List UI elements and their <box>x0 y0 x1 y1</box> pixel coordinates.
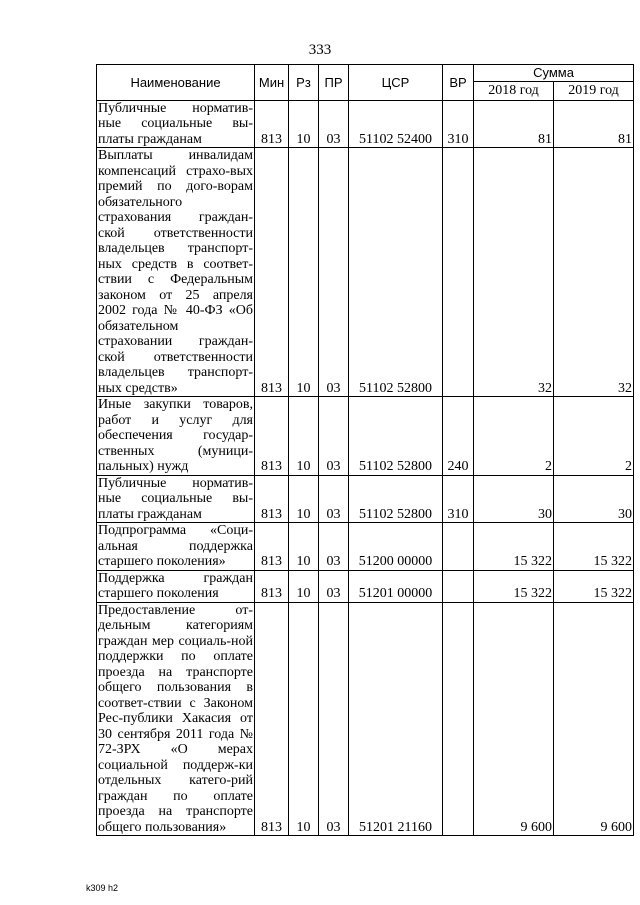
row-pr: 03 <box>319 100 349 148</box>
table-row <box>97 475 634 523</box>
row-min: 813 <box>255 100 289 148</box>
row-vr: 310 <box>443 475 474 523</box>
row-rz: 10 <box>289 397 319 476</box>
header-csr: ЦСР <box>349 65 443 101</box>
row-csr: 51102 52800 <box>349 148 443 397</box>
header-min: Мин <box>255 65 289 101</box>
row-csr: 51102 52800 <box>349 475 443 523</box>
row-rz: 10 <box>289 148 319 397</box>
row-vr <box>443 148 474 397</box>
row-csr: 51102 52400 <box>349 100 443 148</box>
table-row <box>97 570 634 602</box>
row-rz: 10 <box>289 100 319 148</box>
table-row <box>97 523 634 571</box>
row-sum-2019: 15 322 <box>554 570 634 602</box>
row-sum-2018: 81 <box>474 100 554 148</box>
row-min: 813 <box>255 602 289 836</box>
row-sum-2019: 9 600 <box>554 602 634 836</box>
row-min: 813 <box>255 148 289 397</box>
row-name: Публичные норматив-ные социальные вы-платы гражданам <box>98 475 253 522</box>
page-number: 333 <box>308 42 332 58</box>
row-sum-2018: 2 <box>474 397 554 476</box>
row-sum-2018: 9 600 <box>474 602 554 836</box>
row-csr: 51201 21160 <box>349 602 443 836</box>
row-csr: 51201 00000 <box>349 570 443 602</box>
row-name: Выплаты инвалидам компенсаций страхо-вых премий по дого-ворам обязательного страхования граждан-ской ответственности владельцев транспорт-ных средств в соответ-ствии с Федеральным законом от 25 апреля 2002 года № 40-ФЗ «Об обязательном страховании граждан-ской ответственности владельцев транспорт-ных средств» <box>98 148 253 396</box>
row-sum-2019: 15 322 <box>554 523 634 571</box>
row-vr <box>443 602 474 836</box>
row-sum-2018: 32 <box>474 148 554 397</box>
row-pr: 03 <box>319 523 349 571</box>
row-csr: 51102 52800 <box>349 397 443 476</box>
table-row <box>97 397 634 476</box>
row-pr: 03 <box>319 397 349 476</box>
table-row <box>97 148 634 397</box>
header-name: Наименование <box>97 65 255 101</box>
row-min: 813 <box>255 475 289 523</box>
row-pr: 03 <box>319 602 349 836</box>
row-pr: 03 <box>319 475 349 523</box>
header-year-2018: 2018 год <box>474 81 554 100</box>
row-name: Иные закупки товаров, работ и услуг для обеспечения государ-ственных (муници-пальных) нужд <box>98 397 253 474</box>
header-rz: Рз <box>289 65 319 101</box>
row-name: Подпрограмма «Соци-альная поддержка старшего поколения» <box>98 523 253 569</box>
table-row <box>97 100 634 148</box>
row-vr <box>443 570 474 602</box>
row-rz: 10 <box>289 475 319 523</box>
row-name: Публичные норматив-ные социальные вы-платы гражданам <box>98 100 253 147</box>
footer-code: k309 h2 <box>86 883 119 893</box>
row-min: 813 <box>255 397 289 476</box>
header-vr: ВР <box>443 65 474 101</box>
row-pr: 03 <box>319 570 349 602</box>
row-sum-2019: 2 <box>554 397 634 476</box>
row-rz: 10 <box>289 523 319 571</box>
row-sum-2019: 81 <box>554 100 634 148</box>
budget-table <box>96 64 634 836</box>
row-vr: 240 <box>443 397 474 476</box>
row-rz: 10 <box>289 602 319 836</box>
row-csr: 51200 00000 <box>349 523 443 571</box>
row-rz: 10 <box>289 570 319 602</box>
row-pr: 03 <box>319 148 349 397</box>
header-pr: ПР <box>319 65 349 101</box>
row-sum-2018: 15 322 <box>474 523 554 571</box>
table-row <box>97 602 634 836</box>
row-vr <box>443 523 474 571</box>
row-sum-2018: 15 322 <box>474 570 554 602</box>
header-sum: Сумма <box>474 65 634 82</box>
row-sum-2018: 30 <box>474 475 554 523</box>
row-vr: 310 <box>443 100 474 148</box>
row-sum-2019: 30 <box>554 475 634 523</box>
row-name: Предоставление от-дельным категориям граждан мер социаль-ной поддержки по оплате проезда на транспорте общего пользования в соответ-ствии с Законом Рес-публики Хакасия от 30 сентября 2011 года № 72-ЗРХ «О мерах социальной поддерж-ки отдельных катего-рий граждан по оплате проезда на транспорте общего пользования» <box>98 602 253 835</box>
row-sum-2019: 32 <box>554 148 634 397</box>
row-min: 813 <box>255 570 289 602</box>
header-year-2019: 2019 год <box>554 81 634 100</box>
row-name: Поддержка граждан старшего поколения <box>98 570 253 601</box>
row-min: 813 <box>255 523 289 571</box>
